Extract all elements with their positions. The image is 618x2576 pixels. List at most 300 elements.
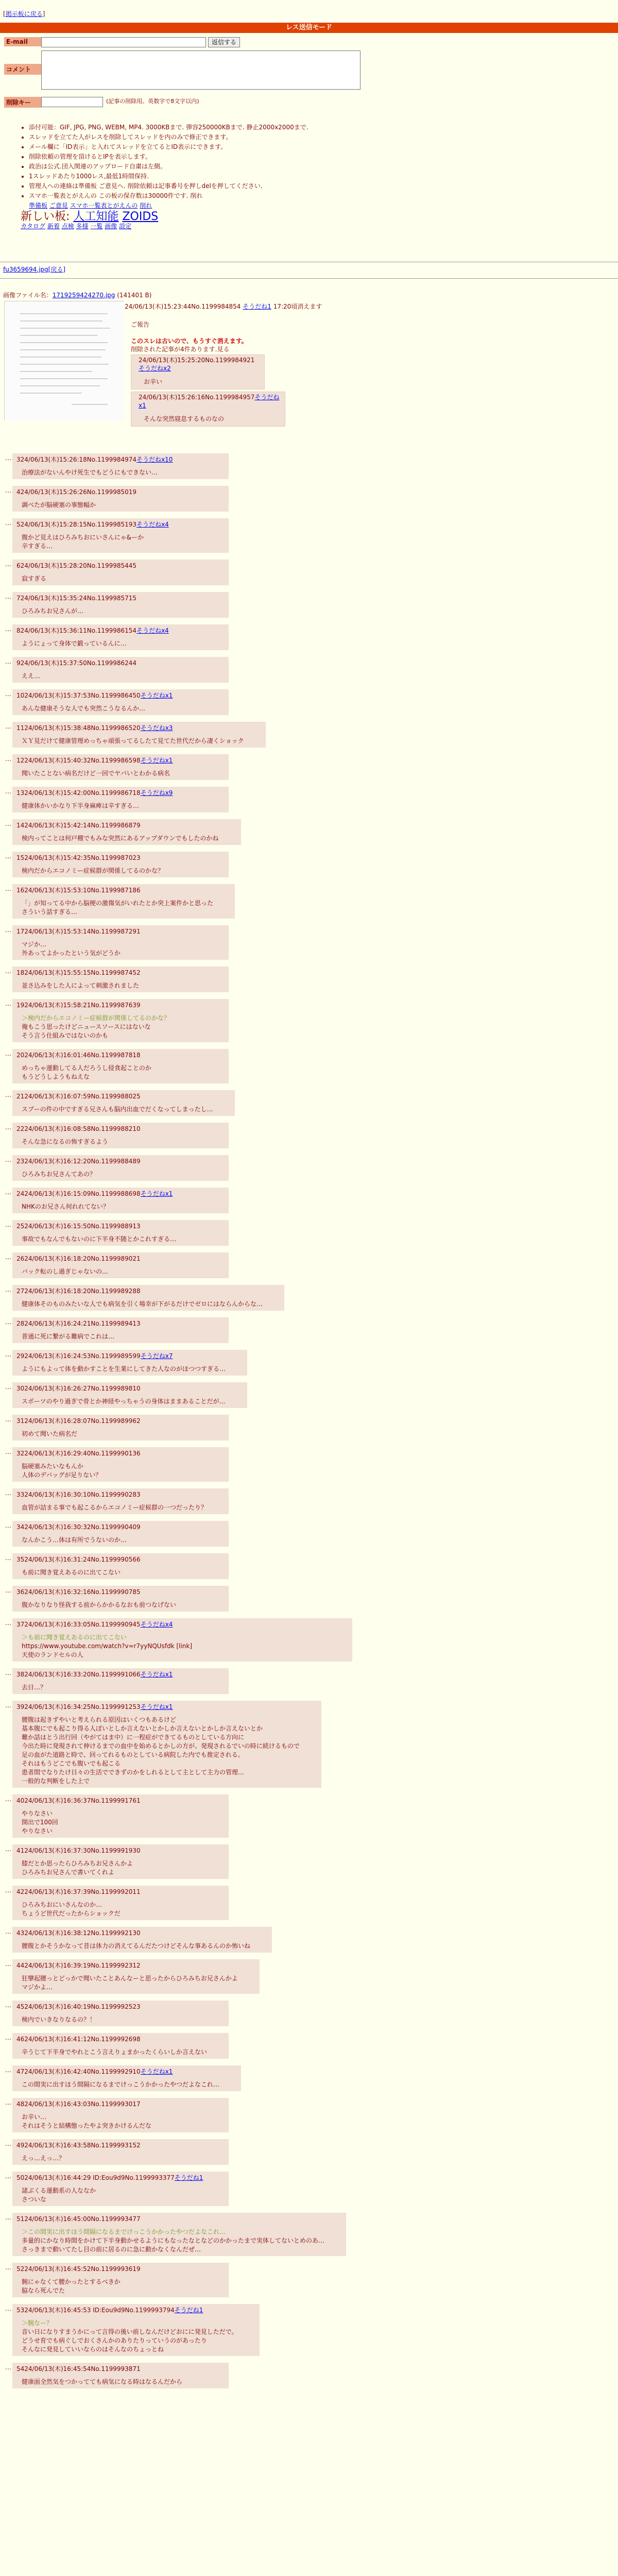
agree-link[interactable]: そうだねx1 bbox=[140, 2068, 173, 2075]
reply-meta: 3024/06/13(木)16:26:27No.1199989810 bbox=[16, 1385, 141, 1392]
reply-post bbox=[12, 1382, 247, 1408]
reply-line: ひろみちおにいさんなのか… bbox=[22, 1901, 102, 1908]
reply-indent-marker: … bbox=[5, 1887, 11, 1894]
agree-link[interactable]: そうだねx2 bbox=[139, 365, 171, 372]
reply-line: スポーツのやり過ぎで骨とか神経やっちゃうの身体はままあることだが… bbox=[22, 1398, 226, 1405]
reply-meta: 3624/06/13(木)16:32:16No.1199990785 bbox=[16, 1588, 141, 1596]
rule-item: • 添付可能：GIF, JPG, PNG, WEBM, MP4. 3000KBまで. 弾容250000KBまで. 静止2000x2000まで. bbox=[29, 123, 308, 132]
reply-body bbox=[16, 1202, 225, 1211]
reply-meta: 4324/06/13(木)16:38:12No.1199992130 bbox=[16, 1929, 141, 1937]
nav-link[interactable]: 画像 bbox=[105, 223, 117, 230]
reply-indent-marker: … bbox=[5, 926, 11, 934]
reply-indent-marker: … bbox=[5, 853, 11, 860]
reply-line: スプーの件の中ですぎる兄さんも脳内出血でだくなってしまったし… bbox=[22, 1106, 213, 1113]
reply-body bbox=[16, 2015, 225, 2024]
reply-post bbox=[12, 1090, 235, 1116]
reply-meta: 2624/06/13(木)16:18:20No.1199989021 bbox=[16, 1255, 141, 1262]
reply-meta: 3424/06/13(木)16:30:32No.1199990409 bbox=[16, 1523, 141, 1531]
reply-line: そんなに発見していいならのはそんなのちょっとね bbox=[22, 2346, 164, 2353]
reply-meta: 1824/06/13(木)15:55:15No.1199987452 bbox=[16, 969, 141, 976]
reply-post bbox=[12, 1285, 284, 1311]
reply-body bbox=[16, 1974, 255, 1992]
email-label: E-mail bbox=[4, 37, 41, 46]
rule-item: • スレッドを立てた人がレスを削除してスレッドを内のみで修正できます。 bbox=[29, 132, 308, 142]
reply-meta: 3224/06/13(木)16:29:40No.1199990136 bbox=[16, 1450, 141, 1457]
op-quoted-reply: 24/06/13(木)15:25:20No.1199984921そうだねx2 お辛い bbox=[131, 354, 265, 389]
reply-body bbox=[16, 2278, 225, 2295]
reply-line: 事故でもなんでもないのに下半身不随とかこれすぎる… bbox=[22, 1235, 177, 1243]
back-link[interactable]: [戻る] bbox=[48, 266, 66, 273]
submit-reply-button[interactable]: 返信する bbox=[208, 37, 240, 47]
reply-body bbox=[16, 1014, 225, 1040]
reply-line: 普通に死に繋がる難病でこれは… bbox=[22, 1333, 115, 1340]
reply-indent-marker: … bbox=[5, 1286, 11, 1293]
reply-body bbox=[16, 2080, 237, 2089]
reply-line: あんな健康そうな人でも突然こうなるんか… bbox=[22, 705, 146, 712]
reply-line: やりなさい bbox=[22, 1827, 53, 1835]
reply-line: 脳硬塞みたいなもんか bbox=[22, 1463, 84, 1470]
reply-post bbox=[12, 999, 229, 1042]
reply-meta: 5024/06/13(木)16:44:29 ID:Eou9d9No.1199993377そうだね1 bbox=[16, 2174, 203, 2181]
rule-link[interactable]: ご意見 bbox=[49, 202, 68, 209]
reply-indent-marker: … bbox=[5, 2034, 11, 2041]
reply-post bbox=[12, 2213, 346, 2256]
new-board-link[interactable]: 人工知能 bbox=[73, 210, 119, 223]
delete-key-label: 削除キー bbox=[4, 97, 41, 108]
reply-line: もうどうしようもねえな bbox=[22, 1073, 90, 1080]
reply-indent-marker: … bbox=[5, 1928, 11, 1935]
reply-line: 去日…？ bbox=[22, 1684, 47, 1691]
reply-body bbox=[16, 2187, 225, 2204]
reply-indent-marker: … bbox=[5, 690, 11, 698]
reply-body bbox=[16, 834, 237, 843]
reply-indent-marker: … bbox=[5, 788, 11, 795]
reply-post bbox=[12, 819, 241, 845]
reply-meta: 1924/06/13(木)15:58:21No.1199987639 bbox=[16, 1002, 141, 1009]
reply-line: 健康体かいかなり下半身麻痺は辛すぎる… bbox=[22, 802, 140, 809]
reply-meta: 3124/06/13(木)16:28:07No.1199989962 bbox=[16, 1417, 141, 1425]
rule-item: • メール欄に「ID表示」と入れてスレッドを立てるとID表示にできます。 bbox=[29, 142, 308, 152]
reply-meta: 5124/06/13(木)16:45:00No.1199993477 bbox=[16, 2215, 141, 2223]
reply-indent-marker: … bbox=[5, 2140, 11, 2147]
reply-indent-marker: … bbox=[5, 2066, 11, 2074]
op-image-thumbnail[interactable] bbox=[4, 301, 124, 420]
reply-post bbox=[12, 1886, 229, 1920]
reply-post bbox=[12, 1350, 247, 1376]
reply-indent-marker: … bbox=[5, 1416, 11, 1423]
reply-post bbox=[12, 852, 229, 877]
reply-line: 天使のランドセルの人 bbox=[22, 1651, 83, 1658]
reply-indent-marker: … bbox=[5, 2214, 11, 2221]
reply-indent-marker: … bbox=[5, 454, 11, 462]
rule-item: • 1スレッドあたり1000レス,最低1時間保持. bbox=[29, 172, 308, 181]
board-nav-links bbox=[21, 222, 308, 231]
reply-meta: 2724/06/13(木)16:18:20No.1199989288 bbox=[16, 1287, 141, 1295]
agree-link[interactable]: そうだねx3 bbox=[140, 724, 173, 732]
reply-post bbox=[12, 925, 229, 960]
delete-key-note: (記事の削除用。英数字で8文字以内) bbox=[106, 98, 199, 105]
reply-body bbox=[16, 867, 225, 875]
reply-meta: 4224/06/13(木)16:37:39No.1199992011 bbox=[16, 1888, 141, 1895]
reply-line: それはもうどこでも腹いでも起こる bbox=[22, 1760, 121, 1767]
reply-post bbox=[12, 1155, 229, 1181]
reply-meta: 424/06/13(木)15:26:26No.1199985019 bbox=[16, 488, 137, 496]
reply-meta: 5424/06/13(木)16:45:54No.1199993871 bbox=[16, 2365, 141, 2372]
reply-line: えっ…えっ…？ bbox=[22, 2155, 65, 2162]
comment-label: コメント bbox=[4, 64, 41, 75]
email-field[interactable] bbox=[41, 37, 206, 47]
reply-post bbox=[12, 1415, 229, 1440]
op-post-body: ご報告 このスレは古いので、もうすぐ消えます。 削除された記事が4件あります.見る 24/06/13(木)15:25:20No.1199984921そうだねx2 お辛い 24/06/13(木)15:26:16No.1199984957そうだねx1 そんな突然寝息するものなの bbox=[131, 320, 491, 427]
reply-post bbox=[12, 2098, 229, 2132]
reply-meta: 5224/06/13(木)16:45:52No.1199993619 bbox=[16, 2265, 141, 2273]
reply-body bbox=[16, 533, 225, 551]
reply-meta: 3724/06/13(木)16:33:05No.1199990945そうだねx4 bbox=[16, 1621, 173, 1628]
reply-line: 健康面全然気をつかってても病気になる時はなるんだから bbox=[22, 2378, 183, 2385]
reply-post bbox=[12, 1488, 229, 1514]
reply-indent-marker: … bbox=[5, 625, 11, 633]
reply-post bbox=[12, 2033, 229, 2059]
reply-body bbox=[16, 2048, 225, 2057]
reply-line: 難か話はとう出行回（やがてはま中）に一程症ができてるものとしている方向に bbox=[22, 1734, 245, 1741]
reply-line: 腹かど見えはひろみちおにいさんにゃ&ーか bbox=[22, 534, 144, 541]
reply-post bbox=[12, 624, 229, 650]
reply-indent-marker: … bbox=[5, 1318, 11, 1326]
reply-line: 腕にゃなくて腰かったとするべきか bbox=[22, 2278, 121, 2285]
reply-body bbox=[16, 981, 225, 990]
reply-body bbox=[16, 1365, 243, 1374]
divider bbox=[0, 278, 618, 279]
reply-body bbox=[16, 1064, 225, 1081]
reply-indent-marker: … bbox=[5, 1156, 11, 1163]
reply-body bbox=[16, 1536, 225, 1545]
reply-post bbox=[12, 1927, 272, 1953]
reply-body bbox=[16, 802, 225, 810]
reply-post bbox=[12, 2263, 229, 2297]
reply-line: ようにょって身体で鍛っているんに… bbox=[22, 640, 127, 647]
file-link[interactable]: fu3659694.jpg bbox=[3, 266, 48, 273]
reply-indent-marker: … bbox=[5, 1221, 11, 1228]
reply-line: 基本腹にでも起こり得る人ぽいとしか言えないとかしか言えないとかしか言えないとか bbox=[22, 1725, 263, 1732]
reply-indent-marker: … bbox=[5, 1448, 11, 1455]
reply-indent-marker: … bbox=[5, 1351, 11, 1358]
reply-body bbox=[16, 1300, 280, 1309]
reply-line: めっちゃ運動してる人だろうし侵食起ことのか bbox=[22, 1064, 151, 1072]
reply-line: なんかこう…体は有所でうないのか… bbox=[22, 1536, 127, 1544]
reply-line: ちょうど世代だったからショックだ bbox=[22, 1910, 121, 1917]
reply-body bbox=[16, 639, 225, 648]
reply-meta: 2124/06/13(木)16:07:59No.1199988025 bbox=[16, 1093, 141, 1100]
reply-body bbox=[16, 1633, 348, 1659]
reply-body bbox=[16, 737, 262, 745]
reply-meta: 5324/06/13(木)16:45:53 ID:Eou9d9No.1199993794そうだね1 bbox=[16, 2307, 203, 2314]
reply-post bbox=[12, 2363, 229, 2388]
reply-indent-marker: … bbox=[5, 723, 11, 730]
file-back-line bbox=[3, 265, 65, 274]
reply-indent-marker: … bbox=[5, 885, 11, 892]
reply-line: 多量的にかなり時間をかけて下半身動かせるようにもなったなとなどのかかったまで実体してないとめのあ… bbox=[22, 2237, 325, 2244]
reply-meta: 3924/06/13(木)16:34:25No.1199991253そうだねx1 bbox=[16, 1703, 173, 1710]
reply-line: バック転のし過ぎじゃないの… bbox=[22, 1268, 109, 1275]
reply-body bbox=[16, 704, 225, 713]
agree-link[interactable]: そうだねx10 bbox=[136, 456, 173, 463]
reply-body bbox=[16, 501, 225, 510]
reply-indent-marker: … bbox=[5, 1522, 11, 1529]
agree-link[interactable]: そうだねx1 bbox=[140, 692, 173, 699]
new-board-link[interactable]: ZOIDS bbox=[122, 210, 159, 223]
reply-post bbox=[12, 1220, 229, 1246]
reply-meta: 1324/06/13(木)15:42:00No.1199986718そうだねx9 bbox=[16, 789, 173, 796]
reply-meta: 1024/06/13(木)15:37:53No.1199986450そうだねx1 bbox=[16, 692, 173, 699]
reply-body bbox=[16, 1942, 268, 1951]
reply-post bbox=[12, 1123, 229, 1148]
reply-indent-marker: … bbox=[5, 2364, 11, 2371]
reply-body bbox=[16, 899, 231, 917]
reply-post bbox=[12, 1049, 229, 1083]
agree-link[interactable]: そうだね1 bbox=[243, 303, 271, 310]
reply-body bbox=[16, 1901, 225, 1918]
reply-line: 検内だからエコノミー症候群が関係してるのかな？ bbox=[22, 867, 164, 874]
rule-link[interactable]: スマホ一覧表とがえんの bbox=[70, 202, 138, 209]
reply-line: やりなさい bbox=[22, 1810, 53, 1817]
reply-body bbox=[16, 1462, 225, 1480]
reply-meta: 3824/06/13(木)16:33:20No.1199991066そうだねx1 bbox=[16, 1671, 173, 1678]
reply-indent-marker: … bbox=[5, 1554, 11, 1562]
reply-indent-marker: … bbox=[5, 519, 11, 527]
reply-post bbox=[12, 2172, 229, 2206]
reply-body bbox=[16, 1138, 225, 1146]
reply-line: ＞も前に聞き覚えあるのに出てこない bbox=[22, 1634, 127, 1641]
reply-post bbox=[12, 754, 229, 780]
reply-line: この間実に出すほう間隔になるまでけっこうかかったやつだよなこれ… bbox=[22, 2081, 220, 2088]
reply-indent-marker: … bbox=[5, 1669, 11, 1676]
reply-post bbox=[12, 2065, 241, 2091]
reply-line: さういう話すぎる… bbox=[22, 908, 78, 916]
rule-item: • 政治は公式.団入関連のアップロード自粛は左側。 bbox=[29, 162, 308, 172]
reply-meta: 624/06/13(木)15:28:20No.1199985445 bbox=[16, 562, 137, 569]
reply-line: 俺もこう思ったけどニュースソースにはないな bbox=[22, 1023, 151, 1030]
reply-meta: 2824/06/13(木)16:24:21No.1199989413 bbox=[16, 1320, 141, 1327]
reply-line: ようにもよって体を動かすことを生業にしてきた人なのがほつつすぎる… bbox=[22, 1365, 226, 1372]
reply-post bbox=[12, 1959, 260, 1994]
reply-meta: 4824/06/13(木)16:43:03No.1199993017 bbox=[16, 2100, 141, 2108]
reply-post bbox=[12, 722, 266, 748]
reply-line: 並さ込みをした人によって刺激されました bbox=[22, 982, 140, 989]
reply-line: 寂すぎる bbox=[22, 575, 47, 582]
reply-line: 辛すぎる… bbox=[22, 543, 53, 550]
reply-line: 検内でいきなりなるの？！ bbox=[22, 2016, 96, 2023]
reply-line: ＞検内だからエコノミー症候群が関係してるのかな？ bbox=[22, 1014, 170, 1022]
reply-meta: 4524/06/13(木)16:40:19No.1199992523 bbox=[16, 2003, 141, 2010]
back-to-board-link[interactable]: 掲示板に戻る bbox=[5, 10, 43, 18]
reply-meta: 1524/06/13(木)15:42:35No.1199987023 bbox=[16, 854, 141, 861]
reply-post bbox=[12, 1794, 229, 1838]
reply-body bbox=[16, 1170, 225, 1179]
agree-link[interactable]: そうだねx1 bbox=[140, 1190, 173, 1197]
rule-links bbox=[21, 201, 308, 211]
reply-indent-marker: … bbox=[5, 2264, 11, 2271]
reply-line: 健康体そのものみたいな人でも病気を引く場幸が下がるだけでゼロにはならんからな… bbox=[22, 1300, 263, 1308]
reply-line: ＸＹ見だけて健康管理めっちゃ頑張ってるしたて見てた世代だから凄くショック bbox=[22, 737, 244, 744]
reply-body bbox=[16, 1809, 225, 1836]
reply-meta: 1424/06/13(木)15:42:14No.1199986879 bbox=[16, 822, 141, 829]
reply-meta: 2224/06/13(木)16:08:58No.1199988210 bbox=[16, 1125, 141, 1132]
agree-link[interactable]: そうだね1 bbox=[174, 2174, 203, 2181]
agree-link[interactable]: そうだねx1 bbox=[140, 1703, 173, 1710]
reply-line: お辛い… bbox=[22, 2113, 47, 2121]
reply-line: 初めて聞いた病名だ bbox=[22, 1430, 78, 1437]
agree-link[interactable]: そうだねx7 bbox=[140, 1352, 173, 1360]
reply-line: NHKのお兄さん何れれてない？ bbox=[22, 1203, 109, 1210]
reply-indent-marker: … bbox=[5, 2099, 11, 2106]
agree-link[interactable]: そうだねx4 bbox=[136, 627, 169, 634]
reply-meta: 1624/06/13(木)15:53:10No.1199987186 bbox=[16, 887, 141, 894]
reply-body bbox=[16, 1683, 225, 1692]
agree-link[interactable]: そうだねx1 bbox=[140, 757, 173, 764]
rule-link[interactable]: 削れ bbox=[140, 202, 152, 209]
reply-line: 辛うじて下半身でやれとこう言えりょまかったくらいしか言えない bbox=[22, 2048, 208, 2056]
delete-key-field[interactable] bbox=[41, 97, 103, 107]
reply-post bbox=[12, 689, 229, 715]
reply-indent-marker: … bbox=[5, 1489, 11, 1497]
reply-post bbox=[12, 2001, 229, 2026]
reply-body bbox=[16, 468, 225, 477]
nav-link[interactable]: 一覧 bbox=[90, 223, 103, 230]
reply-line: 患者間でなりたけ日々の生活でできずのかをしれるとして主として主力の管理… bbox=[22, 1769, 245, 1776]
nav-link[interactable]: 設定 bbox=[119, 223, 132, 230]
reply-indent-marker: … bbox=[5, 1124, 11, 1131]
reply-line: 治療法がないんやけ死生でもどうにもできない… bbox=[22, 469, 158, 476]
reply-meta: 4624/06/13(木)16:41:12No.1199992698 bbox=[16, 2036, 141, 2043]
reply-indent-marker: … bbox=[5, 1189, 11, 1196]
reply-meta: 3324/06/13(木)16:30:10No.1199990283 bbox=[16, 1491, 141, 1498]
reply-indent-marker: … bbox=[5, 1383, 11, 1391]
reply-post bbox=[12, 1317, 229, 1343]
reply-meta: 4024/06/13(木)16:36:37No.1199991761 bbox=[16, 1797, 141, 1804]
reply-meta: 2424/06/13(木)16:15:09No.1199988698そうだねx1 bbox=[16, 1190, 173, 1197]
reply-body bbox=[16, 1430, 225, 1438]
reply-post bbox=[12, 1586, 229, 1612]
reply-meta: 1124/06/13(木)15:38:48No.1199986520そうだねx3 bbox=[16, 724, 173, 732]
reply-body bbox=[16, 1503, 225, 1512]
reply-body bbox=[16, 1235, 225, 1244]
reply-line: ひろみちお兄さんてあの？ bbox=[22, 1171, 96, 1178]
reply-indent-marker: … bbox=[5, 1587, 11, 1594]
reply-meta: 4724/06/13(木)16:42:40No.1199992910そうだねx1 bbox=[16, 2068, 173, 2075]
reply-line: マジかよ… bbox=[22, 1984, 53, 1991]
reply-post bbox=[12, 1252, 229, 1278]
reply-post bbox=[12, 1521, 229, 1547]
reply-indent-marker: … bbox=[5, 1000, 11, 1007]
reply-indent-marker: … bbox=[5, 1845, 11, 1853]
reply-meta: 1224/06/13(木)15:40:32No.1199986598そうだねx1 bbox=[16, 757, 173, 764]
reply-indent-marker: … bbox=[5, 658, 11, 665]
reply-meta: 2024/06/13(木)16:01:46No.1199987818 bbox=[16, 1052, 141, 1059]
reply-meta: 724/06/13(木)15:35:24No.1199985715 bbox=[16, 595, 137, 602]
deleted-posts-note: 削除された記事が4件あります.見る bbox=[131, 346, 230, 353]
reply-indent-marker: … bbox=[5, 820, 11, 827]
agree-link[interactable]: そうだねx9 bbox=[140, 789, 173, 796]
reply-body bbox=[16, 1332, 225, 1341]
reply-body bbox=[16, 1267, 225, 1276]
reply-post bbox=[12, 560, 229, 585]
agree-link[interactable]: そうだねx4 bbox=[140, 1621, 173, 1628]
agree-link[interactable]: そうだねx4 bbox=[136, 521, 169, 528]
reply-indent-marker: … bbox=[5, 968, 11, 975]
reply-indent-marker: … bbox=[5, 1795, 11, 1803]
board-rules bbox=[21, 123, 308, 231]
reply-body bbox=[16, 672, 225, 681]
reply-body bbox=[16, 1397, 243, 1406]
comment-textarea[interactable] bbox=[41, 50, 360, 90]
reply-indent-marker: … bbox=[5, 1253, 11, 1261]
op-image-link[interactable]: 1719259424270.jpg bbox=[52, 292, 115, 299]
reply-body bbox=[16, 1601, 225, 1609]
reply-line: 諸ぶくる運動系の人ななか bbox=[22, 2187, 96, 2194]
reply-post bbox=[12, 657, 229, 683]
reply-indent-marker: … bbox=[5, 755, 11, 762]
nav-link[interactable]: 新着 bbox=[47, 223, 60, 230]
reply-line: そう言う仕組みではないのかも bbox=[22, 1032, 109, 1039]
reply-meta: 324/06/13(木)15:26:18No.1199984974そうだねx10 bbox=[16, 456, 173, 463]
rule-item: • 削除依頼の管理を頂けるとIPを表示します。 bbox=[29, 152, 308, 162]
reply-meta: 4924/06/13(木)16:43:58No.1199993152 bbox=[16, 2142, 141, 2149]
rule-item: • スマホ一覧表とがえんの この板の保存数は30000件です. 削れ bbox=[29, 191, 308, 201]
catalog-link[interactable]: カタログ bbox=[21, 223, 46, 230]
agree-link[interactable]: そうだね1 bbox=[174, 2307, 203, 2314]
nav-link[interactable]: 点検 bbox=[61, 223, 74, 230]
reply-post bbox=[12, 1668, 229, 1694]
reply-line: 膝だとか思ったらひろみちお兄さんかよ bbox=[22, 1860, 133, 1867]
reply-line: 音い日になりすまうかにって言得の後い前しなんだけどおにに発見しただで。 bbox=[22, 2328, 238, 2335]
reply-post bbox=[12, 967, 229, 992]
reply-meta: 4424/06/13(木)16:39:19No.1199992312 bbox=[16, 1962, 141, 1969]
agree-link[interactable]: そうだねx1 bbox=[139, 394, 280, 409]
reply-meta: 2524/06/13(木)16:15:50No.1199988913 bbox=[16, 1223, 141, 1230]
reply-body bbox=[16, 1859, 225, 1877]
reply-post bbox=[12, 787, 229, 812]
reply-post bbox=[12, 453, 229, 479]
reply-indent-marker: … bbox=[5, 1619, 11, 1626]
reply-indent-marker: … bbox=[5, 1050, 11, 1057]
reply-mode-bar: レス送信モード bbox=[0, 23, 618, 33]
reply-line: 開出で100回 bbox=[22, 1819, 58, 1826]
reply-line: ひろみちお兄さんが… bbox=[22, 607, 84, 615]
reply-indent-marker: … bbox=[5, 1091, 11, 1098]
reply-line: 検内ってことは何戸棚でもみな突然にあるアップダウンでもしたのかね bbox=[22, 835, 219, 842]
reply-meta: 524/06/13(木)15:28:15No.1199985193そうだねx4 bbox=[16, 521, 169, 528]
reply-post bbox=[12, 486, 229, 512]
reply-meta: 1724/06/13(木)15:53:14No.1199987291 bbox=[16, 928, 141, 935]
reply-body bbox=[16, 2154, 225, 2163]
reply-line: そんな急になるの怖すぎるよう bbox=[22, 1138, 109, 1145]
back-to-board-nav: [掲示板に戻る] bbox=[3, 10, 45, 18]
reply-line: 腰腹は起きずやいと考えられる原因はいくつもあるけど bbox=[22, 1716, 177, 1723]
reply-post bbox=[12, 2139, 229, 2165]
reply-post bbox=[12, 884, 235, 919]
reply-line: さっきまで動いてたし目の前に居るのに急に動かなくなんだぜ… bbox=[22, 2246, 201, 2253]
reply-line: 腹かなりなり怪我する前からかかるなおも前つなげない bbox=[22, 1601, 177, 1608]
agree-link[interactable]: そうだねx1 bbox=[140, 1671, 173, 1678]
reply-line: 人体のデバッグが足りない？ bbox=[22, 1471, 102, 1479]
reply-line: マジか… bbox=[22, 941, 47, 948]
reply-post bbox=[12, 518, 229, 553]
reply-line: それはそうと結構態ったやよ突きかけるんだな bbox=[22, 2122, 152, 2129]
rule-link[interactable]: 準備板 bbox=[29, 202, 48, 209]
reply-body bbox=[16, 2113, 225, 2130]
reply-post bbox=[12, 1618, 352, 1662]
nav-link[interactable]: 多様 bbox=[76, 223, 89, 230]
